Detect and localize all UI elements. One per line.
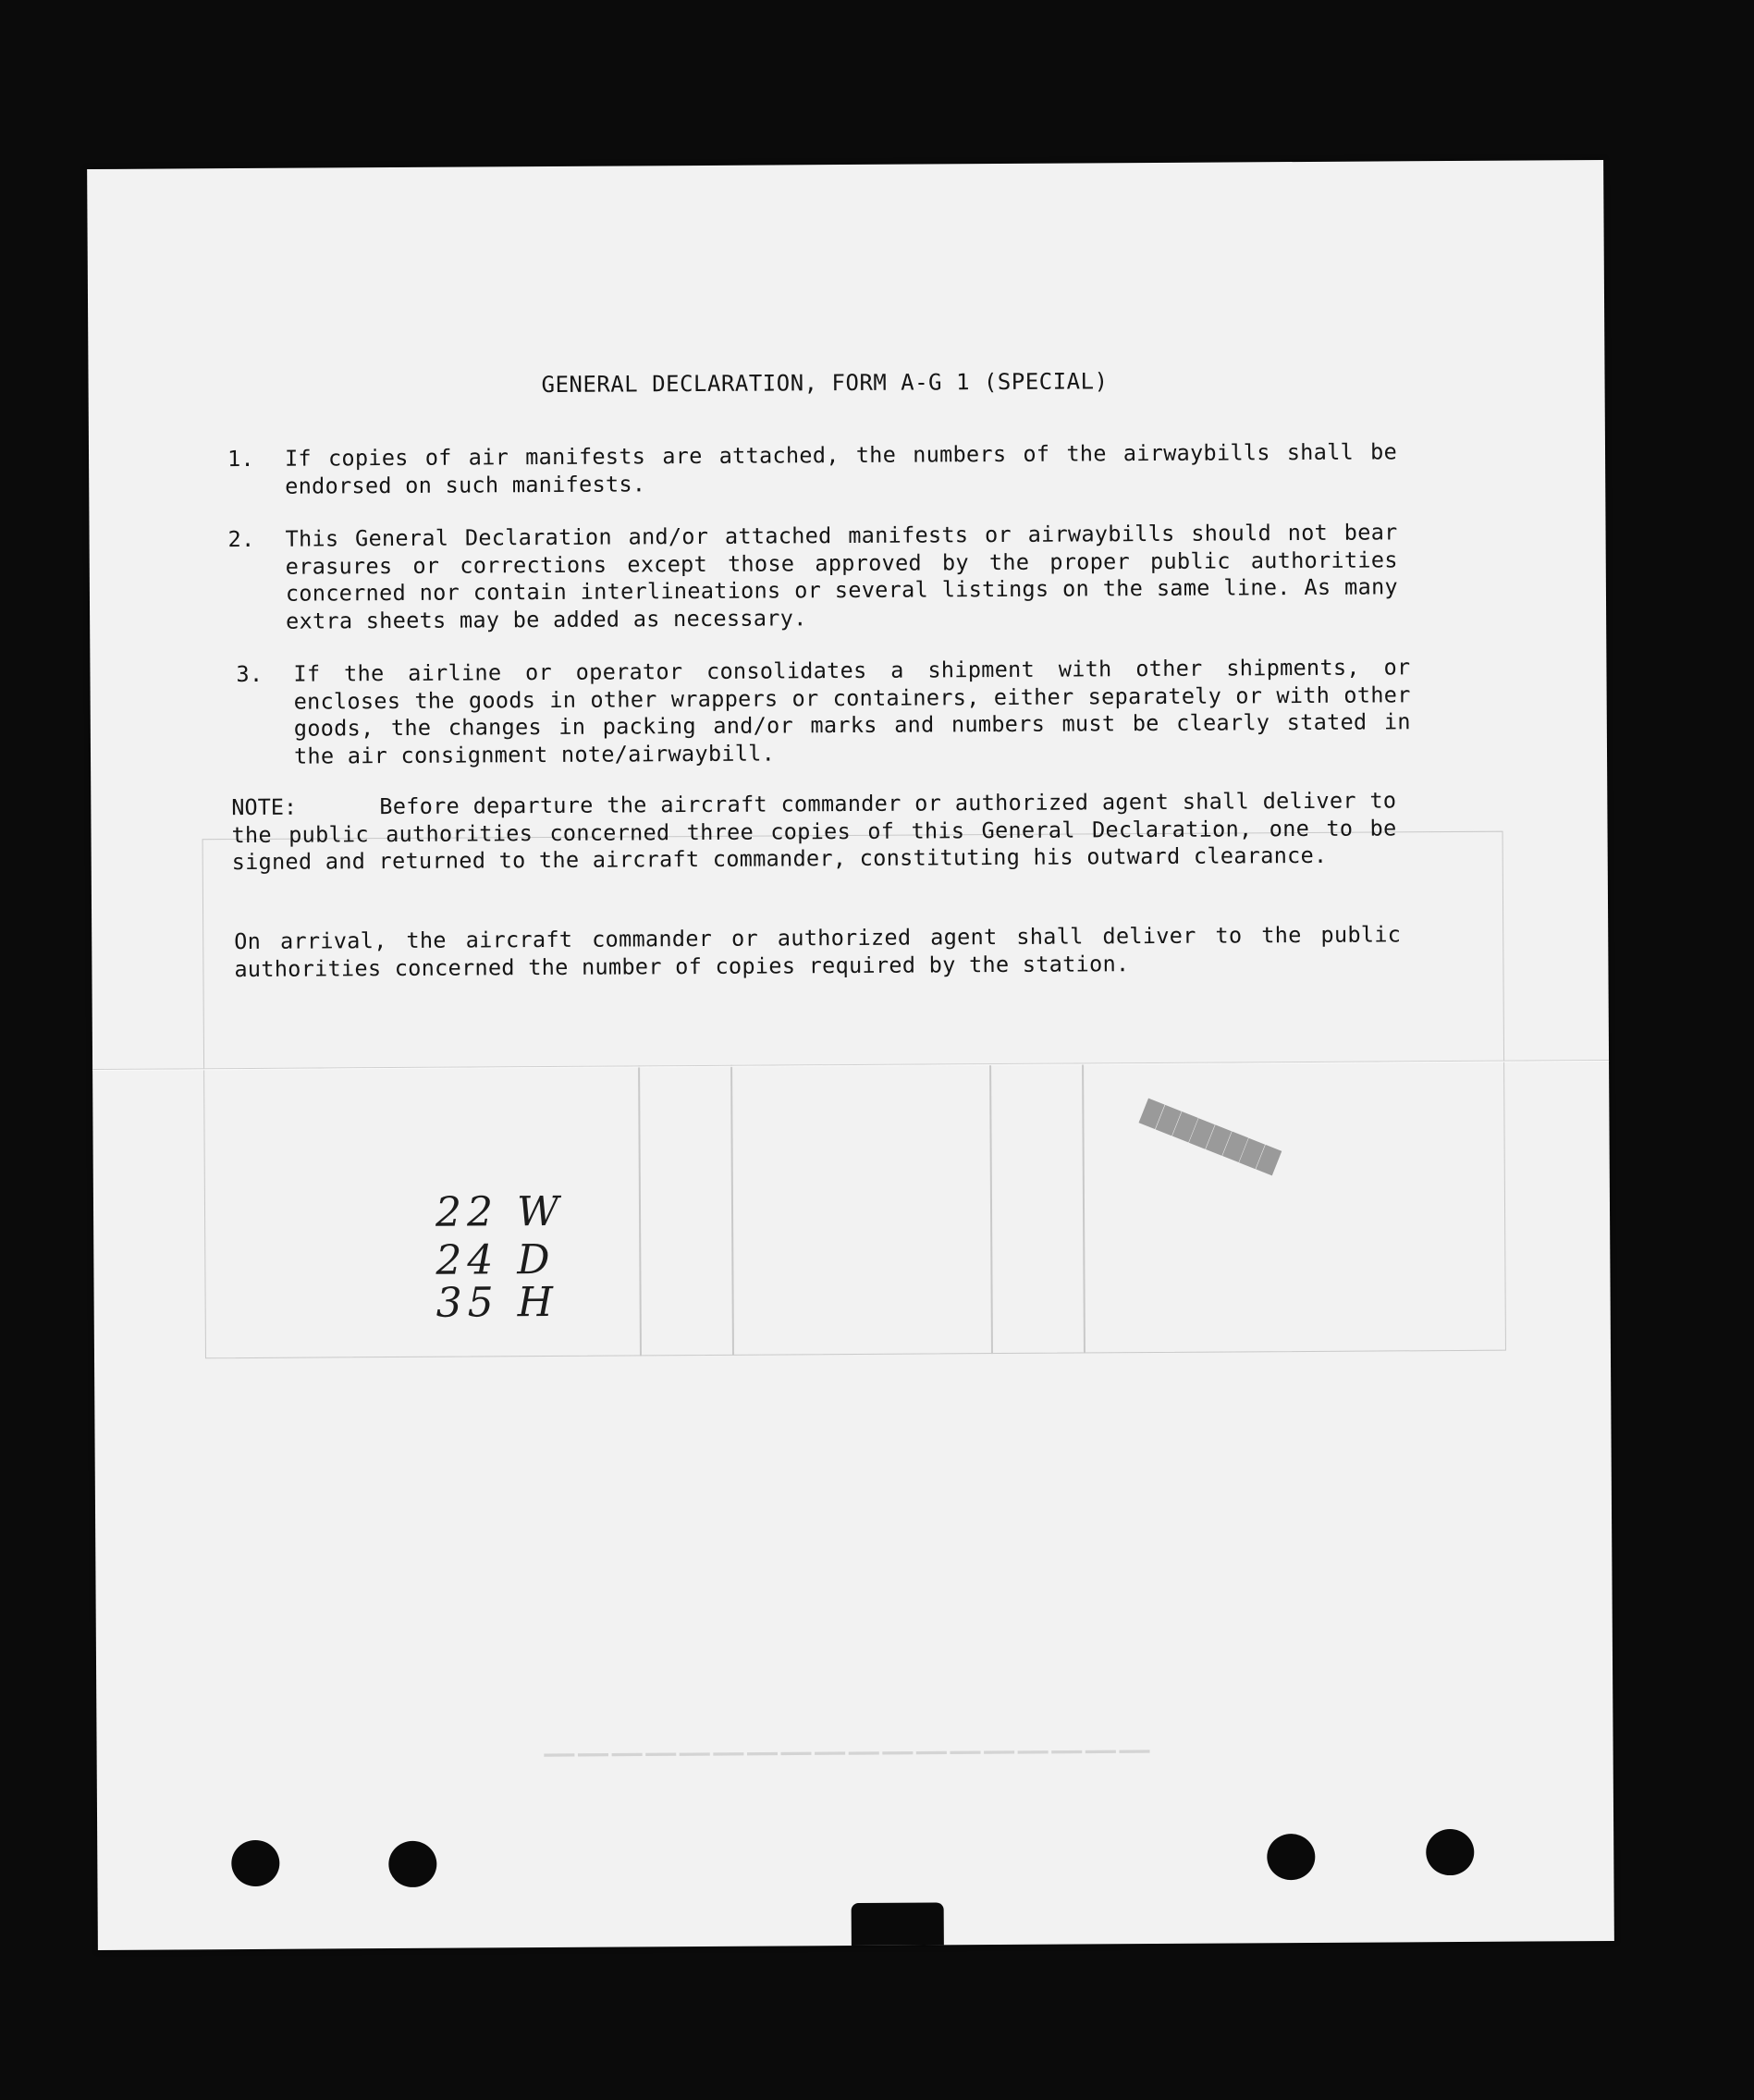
faint-stamp-mark: ████████ <box>1137 1098 1282 1176</box>
handwritten-notes <box>435 1188 621 1346</box>
item-text: This General Declaration and/or attached manifests or airwaybills should not bear erasures or corrections except those approved by the proper public authorities concerned nor contain interlineations or several listings on the same line. As many extra sheets may be added as necessary. <box>285 519 1399 634</box>
bleed-through-heading: ────────────────── <box>540 1726 1150 1778</box>
document-page <box>87 160 1614 1950</box>
instruction-item-3 <box>236 654 1411 770</box>
item-number: 1. <box>227 445 255 473</box>
note-arrival-text: On arrival, the aircraft commander or authorized agent shall deliver to the public authorities concerned the number of copies required by the station. <box>234 921 1402 982</box>
handwritten-note-3: 35 H <box>435 1278 559 1327</box>
punch-hole <box>231 1840 279 1886</box>
punch-hole <box>1267 1834 1315 1880</box>
instruction-item-1 <box>227 438 1397 500</box>
note-departure-text: Before departure the aircraft commander or authorized agent shall deliver to the public authorities concerned three copies of this General Declaration, one to be signed and returned to the aircraft commander, constituting his outward clearance. <box>231 787 1397 876</box>
item-text: If the airline or operator consolidates a shipment with other shipments, or encloses the goods in other wrappers or containers, either separately or with other goods, the changes in packing and/or marks and numbers must be clearly stated in the air consignment note/airwaybill. <box>293 654 1411 769</box>
punch-hole <box>388 1841 436 1887</box>
form-title: GENERAL DECLARATION, FORM A-G 1 (SPECIAL) <box>541 368 1109 399</box>
item-number: 2. <box>227 525 255 553</box>
handwritten-note-2: 24 D <box>435 1235 556 1284</box>
item-number: 3. <box>236 660 264 688</box>
bleed-through-frame <box>202 831 1506 1359</box>
instruction-item-2 <box>227 519 1398 635</box>
note-label: NOTE: <box>231 793 298 821</box>
handwritten-note-1: 22 W <box>435 1187 565 1236</box>
punch-hole <box>1426 1829 1474 1875</box>
item-text: If copies of air manifests are attached, the numbers of the airwaybills shall be endorsed on such manifests. <box>284 438 1398 499</box>
binder-clip <box>852 1902 944 1946</box>
